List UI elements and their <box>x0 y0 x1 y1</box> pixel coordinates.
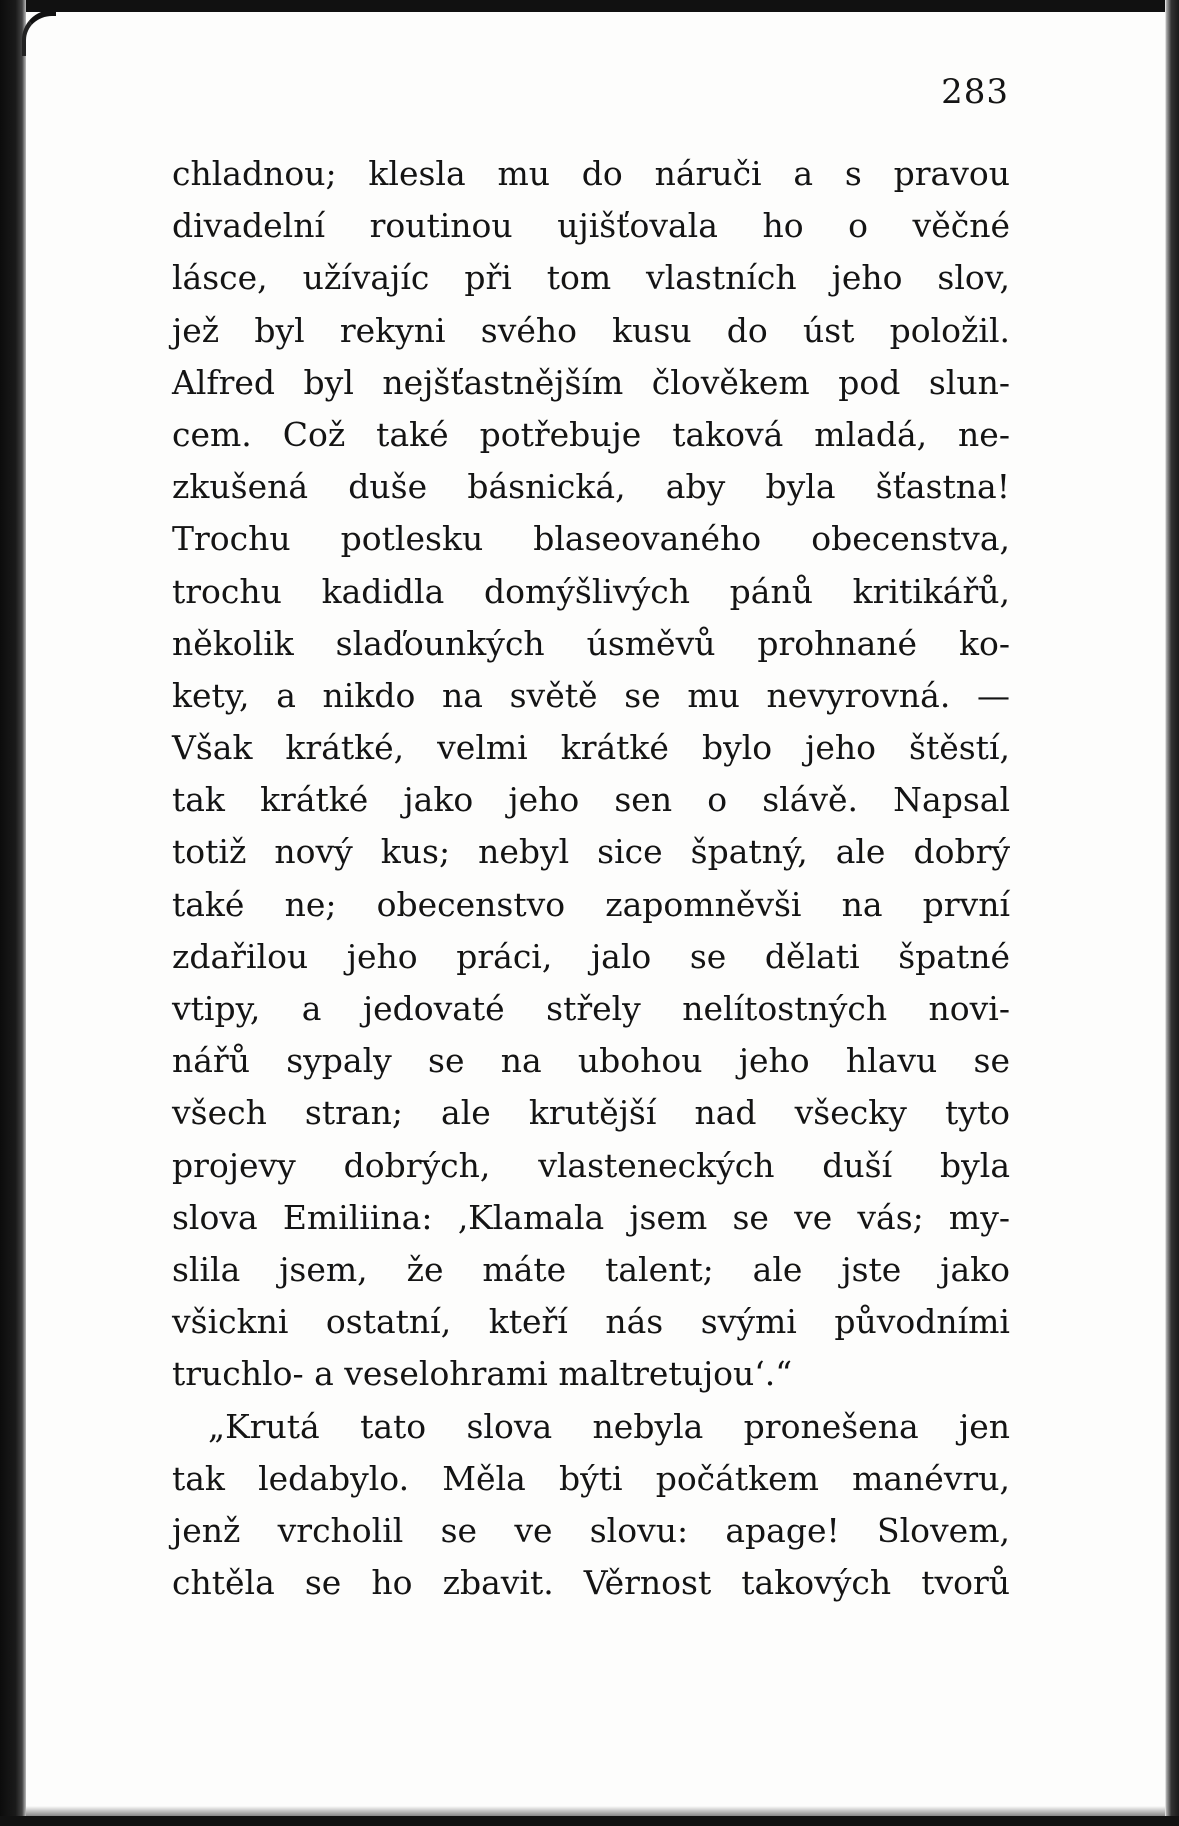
text-line: Však krátké, velmi krátké bylo jeho štěstí, <box>172 728 1010 768</box>
scan-bottom-shadow <box>26 1806 1165 1816</box>
text-line: chladnou; klesla mu do náruči a s pravou <box>172 154 1010 193</box>
text-line: totiž nový kus; nebyl sice špatný, ale dobrý <box>172 832 1010 872</box>
text-line: lásce, užívajíc při tom vlastních jeho slov, <box>172 258 1010 298</box>
body-text <box>172 148 1010 1609</box>
text-line: slova Emiliina: ‚Klamala jsem se ve vás; my- <box>172 1197 1010 1237</box>
text-line-paragraph-start: „Krutá tato slova nebyla pronešena jen <box>208 1406 1010 1446</box>
text-line: jež byl rekyni svého kusu do úst položil. <box>172 310 1010 350</box>
text-line: tak ledabylo. Měla býti počátkem manévru, <box>172 1458 1010 1498</box>
scan-bottom-edge <box>0 1816 1179 1826</box>
text-line: trochu kadidla domýšlivých pánů kritikářů, <box>172 571 1010 611</box>
text-line: zkušená duše básnická, aby byla šťastna! <box>172 467 1010 507</box>
text-line: jenž vrcholil se ve slovu: apage! Slovem, <box>172 1510 1010 1550</box>
text-line: všickni ostatní, kteří nás svými původními <box>172 1302 1010 1342</box>
text-line: vtipy, a jedovaté střely nelítostných novi- <box>172 989 1010 1028</box>
scan-left-edge <box>0 0 26 1826</box>
text-line: chtěla se ho zbavit. Věrnost takových tvorů <box>172 1563 1010 1603</box>
text-line: tak krátké jako jeho sen o slávě. Napsal <box>172 780 1010 820</box>
text-line-paragraph-end: truchlo- a veselohrami maltretujou‘.“ <box>172 1354 793 1394</box>
scan-right-edge <box>1165 0 1179 1826</box>
text-line: zdařilou jeho práci, jalo se dělati špatné <box>172 936 1010 976</box>
text-line: také ne; obecenstvo zapomněvši na první <box>172 884 1010 924</box>
page-number: 283 <box>941 72 1009 112</box>
text-line: projevy dobrých, vlasteneckých duší byla <box>172 1145 1010 1185</box>
text-line: Trochu potlesku blaseovaného obecenstva, <box>172 519 1010 559</box>
text-line: slila jsem, že máte talent; ale jste jako <box>172 1249 1010 1289</box>
text-line: Alfred byl nejšťastnějším člověkem pod slun- <box>172 362 1010 402</box>
scan-top-edge <box>0 0 1179 12</box>
text-line: všech stran; ale krutější nad všecky tyto <box>172 1093 1010 1133</box>
text-line: nářů sypaly se na ubohou jeho hlavu se <box>172 1041 1010 1081</box>
text-line: cem. Což také potřebuje taková mladá, ne- <box>172 414 1010 454</box>
text-line: divadelní routinou ujišťovala ho o věčné <box>172 206 1010 246</box>
text-line: kety, a nikdo na světě se mu nevyrovná. — <box>172 675 1010 715</box>
text-line: několik slaďounkých úsměvů prohnané ko- <box>172 623 1010 663</box>
